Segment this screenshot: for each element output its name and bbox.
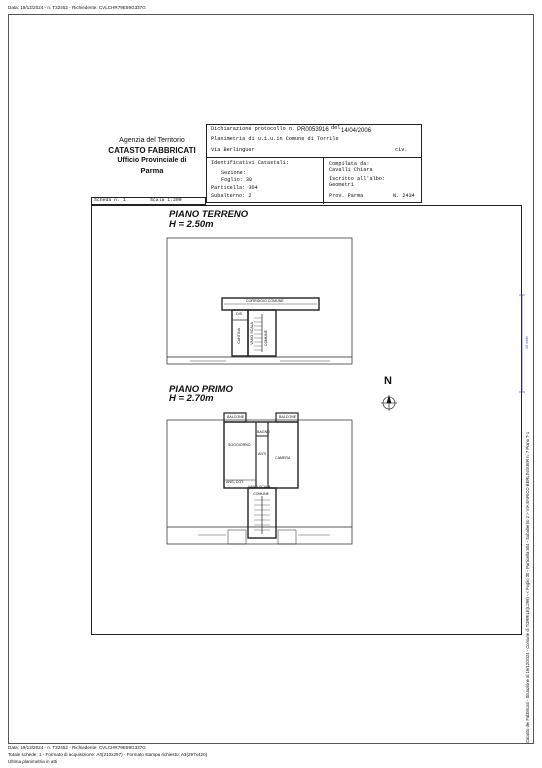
declaration-protocol: PR0053916 — [297, 127, 329, 133]
cadastral-foglio: Foglio: 30 — [221, 177, 253, 183]
room-anti: ANTI — [258, 452, 267, 456]
agency-line-3: Ufficio Provinciale di — [117, 157, 187, 164]
cadastral-particella: Particella: 304 — [211, 185, 258, 191]
declaration-del-label: del — [331, 125, 341, 131]
first-floor-title: PIANO PRIMO — [169, 384, 233, 395]
cadastral-subalterno: Subalterno: 2 — [211, 193, 252, 199]
sheet-scala: Scala 1:200 — [150, 198, 182, 203]
ground-floor-title: PIANO TERRENO — [169, 209, 249, 220]
declaration-civ: civ. — [395, 147, 408, 153]
footer-line-3: Ultima planimetria in atti — [8, 759, 58, 764]
declaration-planimetry: Planimetria di u.i.u.in Comune di Torrile — [211, 136, 339, 142]
room-cantina: CANTINA — [237, 328, 241, 344]
scale-marker-label: 10 metri — [525, 336, 529, 349]
agency-line-4: Parma — [140, 166, 164, 175]
declaration-date: 14/04/2006 — [341, 128, 372, 134]
room-camera: CAMERA — [275, 456, 291, 460]
room-corridoio: CORRIDOIO COMUNE — [246, 299, 284, 303]
agency-line-1: Agenzia del Territorio — [119, 137, 185, 144]
north-label: N — [384, 375, 392, 387]
north-arrow — [381, 395, 397, 411]
room-vano-scala-2: VANO SCALA — [248, 485, 271, 489]
room-comune-2: COMUNE — [253, 492, 269, 496]
sheet-scheda: Scheda n. 1 — [94, 198, 126, 203]
room-balcone-right: BALCONE — [279, 415, 297, 419]
first-floor-height: H = 2.70m — [169, 393, 214, 404]
compiled-label: Compilata da: — [329, 161, 370, 167]
room-vano-scala: VANO SCALA — [250, 322, 254, 345]
room-dis: DIS. — [236, 312, 243, 316]
right-vertical-info: Catasto dei Fabbricati - Situazione al 19/12/2024 - Comune di TORRILE(L299) - < Foglio 30 - Particella 304 - Subalterno 2 > VIA ENRICO BERLINGUER n. 7 Piano T-1 — [525, 431, 530, 743]
room-soggiorno: SOGGIORNO — [228, 443, 251, 447]
compiled-name: Cavalli Chiara — [329, 167, 373, 173]
room-bagno: BAGNO — [257, 430, 270, 434]
compiled-profession: Geometri — [329, 182, 354, 188]
ground-floor-height: H = 2.50m — [169, 219, 214, 230]
footer-line-1: Data: 19/12/2024 - n. T32452 - Richiedente: CVLCHR79E59G337G — [8, 745, 146, 750]
agency-line-2: CATASTO FABBRICATI — [108, 146, 196, 155]
compiled-registered: Iscritto all'albo: — [329, 176, 386, 182]
first-floor-outline — [167, 420, 352, 544]
room-balcone-left: BALCONE — [227, 415, 245, 419]
compiled-number: N. 2434 — [393, 193, 415, 199]
footer-line-2: Totale schede: 1 - Formato di acquisizione: A4(210x297) - Formato stampa richiesto: A3(297x420) — [8, 752, 208, 757]
declaration-address: Via Berlinguer — [211, 147, 255, 153]
room-comune: COMUNE — [264, 330, 268, 346]
cadastral-sezione: Sezione: — [221, 170, 246, 176]
declaration-label: Dichiarazione protocollo n. — [211, 126, 296, 132]
compiled-province: Prov. Parma — [329, 193, 364, 199]
room-ang-cot: ANG. COT. — [226, 480, 244, 484]
cadastral-title: Identificativi Catastali: — [211, 160, 289, 166]
header-top-line: Data: 19/12/2024 - n. T32452 - Richiedente: CVLCHR79E59G337G — [8, 5, 146, 10]
